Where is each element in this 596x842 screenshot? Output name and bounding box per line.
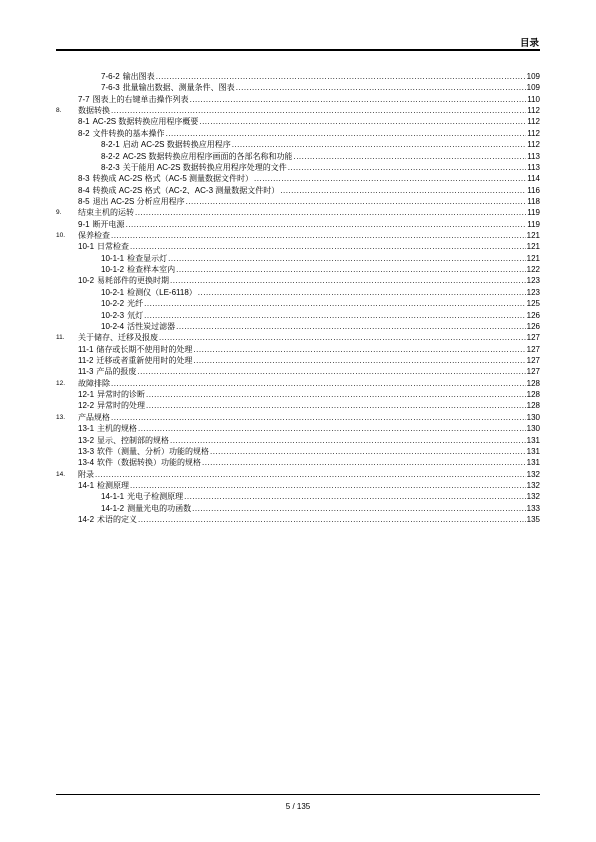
toc-entry-number: 10-2-2: [101, 299, 125, 309]
toc-entry[interactable]: [56, 151, 540, 162]
toc-dot-leader: [146, 389, 526, 400]
toc-entry-title: 文件转换的基本操作: [92, 128, 165, 138]
toc-entry[interactable]: [56, 480, 540, 491]
toc-entry-title: 储存或长期不使用时的处理: [96, 344, 193, 354]
toc-entry[interactable]: [56, 310, 540, 321]
toc-entry-number: 13.: [56, 413, 66, 421]
toc-entry-page: 110: [527, 94, 540, 104]
toc-entry-page: 126: [526, 321, 540, 331]
toc-entry-title: 活性炭过滤器: [127, 321, 176, 331]
toc-entry[interactable]: [56, 230, 540, 241]
toc-entry-page: 135: [526, 515, 540, 525]
toc-entry-title: 软件（测量、分析）功能的规格: [97, 446, 210, 456]
toc-dot-leader: [232, 139, 527, 150]
toc-dot-leader: [111, 378, 526, 389]
toc-entry-number: 12-2: [78, 401, 95, 411]
toc-dot-leader: [170, 275, 526, 286]
toc-dot-leader: [254, 173, 526, 184]
toc-entry-page: 112: [527, 128, 540, 138]
toc-entry-number: 8-2: [78, 128, 90, 138]
toc-entry-title: 断开电源: [92, 219, 125, 229]
toc-entry-number: 7-6-3: [101, 83, 120, 93]
toc-entry[interactable]: [56, 355, 540, 366]
toc-entry-title: 结束主机的运转: [78, 208, 134, 218]
toc-entry[interactable]: [56, 196, 540, 207]
toc-entry-page: 116: [527, 185, 540, 195]
toc-entry-number: 8-2-3: [101, 162, 120, 172]
toc-entry[interactable]: [56, 241, 540, 252]
toc-entry-page: 112: [527, 140, 540, 150]
toc-dot-leader: [199, 116, 526, 127]
toc-entry-number: 11-1: [78, 344, 94, 354]
toc-entry-page: 123: [526, 276, 540, 286]
toc-entry-title: 转换成 AC-2S 格式（AC-5 测量数据文件时）: [92, 174, 254, 184]
toc-dot-leader: [170, 435, 526, 446]
toc-entry[interactable]: [56, 389, 540, 400]
toc-entry-number: 8-2-1: [101, 140, 120, 150]
toc-entry-title: 转换成 AC-2S 格式（AC-2、AC-3 测量数据文件时）: [92, 185, 280, 195]
toc-entry-page: 127: [526, 333, 540, 343]
page-header-title: 目录: [519, 38, 539, 49]
toc-entry[interactable]: [56, 162, 540, 173]
toc-entry-title: 显示、控制部的规格: [97, 435, 170, 445]
toc-entry-number: 13-4: [78, 458, 95, 468]
toc-entry-page: 113: [527, 162, 540, 172]
toc-entry[interactable]: [56, 503, 540, 514]
toc-entry-page: 132: [526, 492, 540, 502]
toc-entry-number: 14-1-2: [101, 503, 125, 513]
toc-dot-leader: [193, 355, 525, 366]
toc-entry-title: 光电子检测原理: [127, 492, 184, 502]
toc-entry-number: 8-1: [78, 117, 90, 127]
toc-entry[interactable]: [56, 378, 540, 389]
toc-entry-title: 故障排除: [78, 378, 110, 388]
toc-entry-page: 130: [526, 424, 540, 434]
toc-entry-page: 109: [526, 83, 540, 93]
toc-entry-page: 121: [526, 231, 540, 241]
toc-entry-title: 产品规格: [78, 412, 110, 422]
toc-entry-number: 10-2-1: [101, 287, 125, 297]
toc-entry-title: 测量光电的功函数: [127, 503, 192, 513]
toc-entry-number: 8-5: [78, 196, 90, 206]
toc-dot-leader: [176, 264, 526, 275]
toc-entry-number: 13-3: [78, 446, 95, 456]
toc-entry[interactable]: [56, 491, 540, 502]
toc-dot-leader: [166, 128, 527, 139]
toc-entry-page: 121: [526, 242, 540, 252]
toc-entry-page: 121: [526, 253, 540, 263]
toc-entry[interactable]: [56, 71, 540, 82]
toc-entry-page: 118: [527, 196, 540, 206]
toc-entry-number: 14.: [56, 470, 66, 478]
toc-entry-number: 12-1: [78, 390, 95, 400]
toc-entry-title: 输出图表: [122, 72, 155, 81]
toc-entry-page: 128: [526, 390, 540, 400]
toc-entry-number: 14-2: [78, 515, 95, 525]
toc-entry-page: 127: [526, 344, 540, 354]
toc-entry-page: 132: [526, 469, 540, 479]
toc-entry-number: 14-1: [78, 480, 95, 490]
toc-dot-leader: [168, 253, 526, 264]
toc-entry-page: 113: [527, 151, 540, 161]
toc-entry[interactable]: [56, 82, 540, 93]
toc-entry-title: 启动 AC-2S 数据转换应用程序: [122, 140, 231, 150]
toc-dot-leader: [138, 423, 526, 434]
toc-dot-leader: [184, 491, 526, 502]
toc-entry-number: 7-6-2: [101, 72, 120, 81]
toc-entry-title: AC-2S 数据转换应用程序画面的各部名称和功能: [122, 151, 293, 161]
toc-entry[interactable]: [56, 94, 540, 105]
toc-entry-title: 日常检查: [97, 242, 130, 252]
toc-entry-title: 关于能用 AC-2S 数据转换应用程序处理的文件: [122, 162, 287, 172]
toc-entry-title: 软件（数据转换）功能的规格: [97, 458, 202, 468]
toc-dot-leader: [193, 344, 525, 355]
toc-dot-leader: [293, 151, 526, 162]
toc-entry[interactable]: [56, 423, 540, 434]
toc-dot-leader: [144, 298, 526, 309]
toc-entry-title: 迁移或者重新使用时的处理: [96, 355, 193, 365]
toc-entry-number: 8-3: [78, 174, 90, 184]
toc-entry-number: 8.: [56, 107, 62, 115]
toc-dot-leader: [202, 457, 526, 468]
toc-entry-number: 8-4: [78, 185, 90, 195]
toc-entry-page: 127: [526, 367, 540, 377]
toc-entry[interactable]: [56, 116, 540, 127]
toc-entry[interactable]: [56, 366, 540, 377]
toc-entry-number: 10-1-2: [101, 265, 125, 275]
toc-dot-leader: [135, 207, 526, 218]
toc-entry[interactable]: [56, 128, 540, 139]
toc-entry-number: 10-1-1: [101, 253, 125, 263]
toc-dot-leader: [190, 94, 527, 105]
toc-entry-title: 异常时的诊断: [97, 390, 146, 400]
toc-dot-leader: [198, 287, 526, 298]
toc-dot-leader: [192, 503, 526, 514]
toc-entry-page: 128: [526, 401, 540, 411]
toc-entry-page: 112: [527, 106, 540, 116]
toc-entry-title: 图表上的右键单击操作列表: [92, 94, 189, 104]
toc-dot-leader: [146, 400, 526, 411]
toc-entry[interactable]: [56, 219, 540, 230]
toc-entry[interactable]: [56, 514, 540, 525]
toc-dot-leader: [95, 469, 526, 480]
toc-entry-page: 128: [526, 378, 540, 388]
toc-entry-title: AC-2S 数据转换应用程序概要: [92, 117, 199, 127]
toc-entry-title: 数据转换: [78, 106, 110, 116]
toc-entry-page: 132: [526, 480, 540, 490]
toc-dot-leader: [111, 230, 526, 241]
toc-dot-leader: [137, 366, 525, 377]
toc-entry-number: 12.: [56, 379, 66, 387]
toc-entry-title: 检测原理: [97, 480, 130, 490]
toc-entry-number: 13-1: [78, 424, 95, 434]
toc-dot-leader: [186, 196, 527, 207]
toc-entry-title: 术语的定义: [97, 515, 138, 525]
toc-dot-leader: [288, 162, 527, 173]
toc-entry[interactable]: [56, 457, 540, 468]
toc-dot-leader: [111, 412, 526, 423]
toc-dot-leader: [111, 105, 526, 116]
toc-dot-leader: [130, 241, 526, 252]
toc-entry-title: 检测仪（LE-6118）: [127, 287, 197, 297]
toc-entry-page: 119: [527, 219, 540, 229]
toc-entry-page: 127: [526, 355, 540, 365]
toc-dot-leader: [280, 185, 526, 196]
toc-entry[interactable]: [56, 332, 540, 343]
toc-entry-title: 保养检查: [78, 231, 110, 241]
toc-entry-page: 131: [526, 435, 540, 445]
footer-divider: [56, 794, 540, 795]
toc-entry[interactable]: [56, 298, 540, 309]
toc-entry-page: 122: [526, 265, 540, 275]
toc-entry-title: 产品的报废: [96, 367, 137, 377]
toc-entry-number: 8-2-2: [101, 151, 120, 161]
toc-entry-number: 11.: [56, 334, 65, 342]
toc-dot-leader: [156, 71, 526, 82]
toc-entry-page: 130: [526, 412, 540, 422]
toc-entry[interactable]: [56, 469, 540, 480]
toc-entry-title: 附录: [78, 469, 94, 479]
toc-entry-page: 131: [526, 446, 540, 456]
toc-entry-page: 133: [526, 503, 540, 513]
toc-entry-title: 氘灯: [127, 310, 144, 320]
toc-dot-leader: [176, 321, 526, 332]
toc-entry-number: 7-7: [78, 94, 90, 104]
toc-entry-number: 14-1-1: [101, 492, 125, 502]
header-divider: [56, 49, 540, 51]
toc-entry-page: 119: [527, 208, 540, 218]
page-number: 5 / 135: [285, 802, 311, 811]
toc-dot-leader: [126, 219, 527, 230]
toc-entry[interactable]: [56, 412, 540, 423]
toc-entry-page: 131: [526, 458, 540, 468]
toc-entry[interactable]: [56, 139, 540, 150]
toc-entry-number: 11-3: [78, 367, 94, 377]
toc-entry-page: 123: [526, 287, 540, 297]
toc-entry-number: 10-2: [78, 276, 95, 286]
toc-dot-leader: [236, 82, 526, 93]
toc-entry-page: 109: [526, 72, 540, 81]
toc-entry-number: 9-1: [78, 219, 90, 229]
toc-dot-leader: [138, 514, 526, 525]
toc-entry-page: 114: [527, 174, 540, 184]
toc-entry[interactable]: [56, 435, 540, 446]
table-of-contents: [56, 71, 540, 525]
toc-entry[interactable]: [56, 253, 540, 264]
toc-entry-page: 126: [526, 310, 540, 320]
toc-entry-number: 13-2: [78, 435, 95, 445]
toc-entry[interactable]: [56, 321, 540, 332]
toc-entry-number: 10-2-3: [101, 310, 125, 320]
toc-entry-number: 10.: [56, 232, 66, 240]
toc-entry-title: 光纤: [127, 299, 144, 309]
toc-entry[interactable]: [56, 105, 540, 116]
toc-entry-number: 10-2-4: [101, 321, 125, 331]
toc-dot-leader: [159, 332, 526, 343]
toc-entry[interactable]: [56, 207, 540, 218]
toc-entry[interactable]: [56, 173, 540, 184]
toc-dot-leader: [144, 310, 526, 321]
toc-entry-title: 批量输出数据、测量条件、图表: [122, 83, 235, 93]
toc-entry-title: 退出 AC-2S 分析应用程序: [92, 196, 185, 206]
toc-entry-title: 检查显示灯: [127, 253, 168, 263]
toc-entry-number: 11-2: [78, 355, 94, 365]
toc-entry-title: 易耗部件的更换时期: [97, 276, 170, 286]
toc-entry-title: 关于储存、迁移及报废: [78, 333, 158, 343]
toc-entry-number: 9.: [56, 209, 62, 217]
toc-entry-title: 异常时的处理: [97, 401, 146, 411]
toc-entry-page: 125: [526, 299, 540, 309]
toc-dot-leader: [130, 480, 526, 491]
toc-entry-page: 112: [527, 117, 540, 127]
toc-entry[interactable]: [56, 344, 540, 355]
toc-entry-title: 主机的规格: [97, 424, 138, 434]
toc-entry[interactable]: [56, 446, 540, 457]
toc-entry[interactable]: [56, 185, 540, 196]
toc-entry[interactable]: [56, 287, 540, 298]
toc-entry-number: 10-1: [78, 242, 95, 252]
toc-entry-title: 检查样本室内: [127, 265, 176, 275]
toc-entry[interactable]: [56, 400, 540, 411]
toc-entry[interactable]: [56, 264, 540, 275]
toc-dot-leader: [210, 446, 526, 457]
toc-entry[interactable]: [56, 275, 540, 286]
